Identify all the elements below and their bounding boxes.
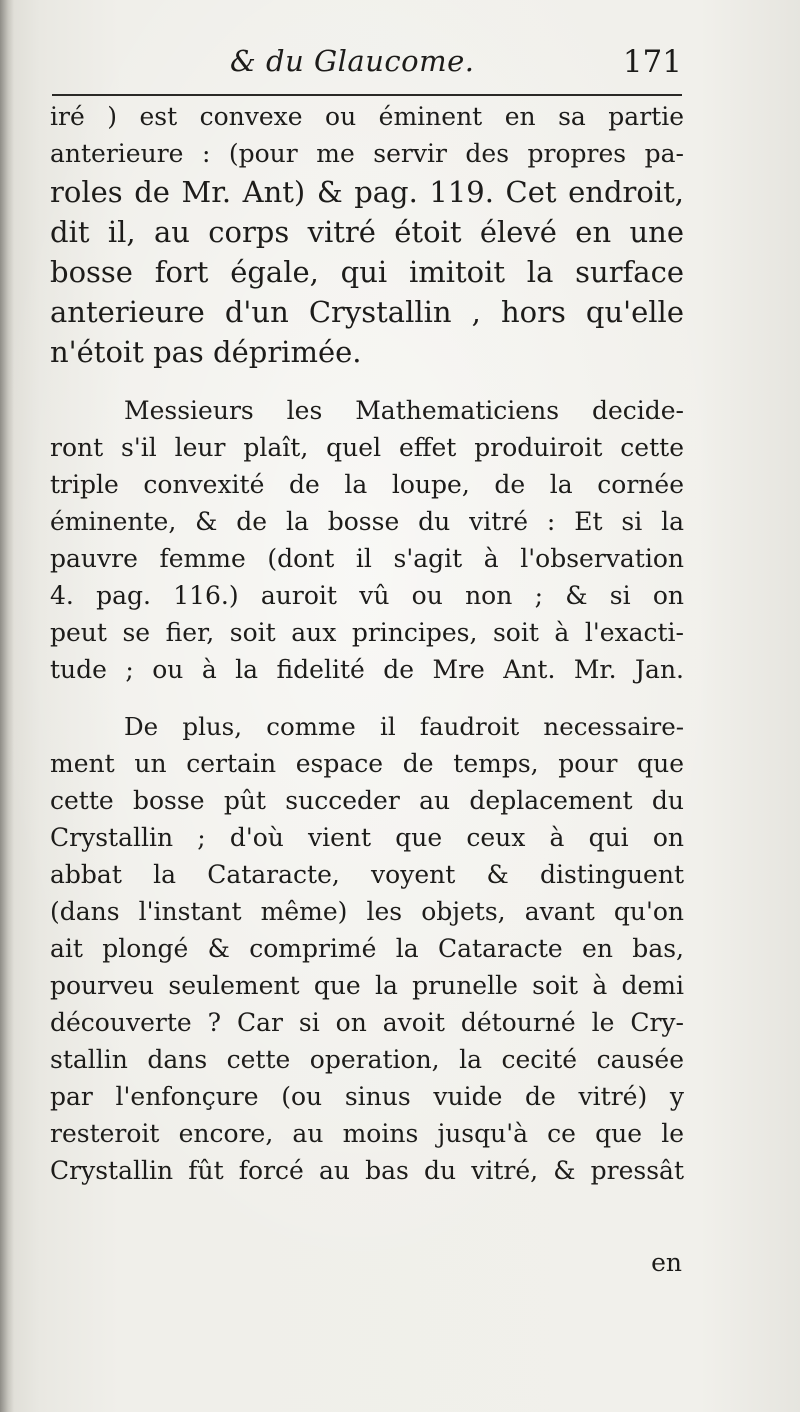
page-header <box>52 38 682 90</box>
text-line: dit il, au corps vitré étoit élevé en une <box>50 215 684 249</box>
text-line: ment un certain espace de temps, pour que <box>50 749 684 778</box>
text-line: ront s'il leur plaît, quel effet produiroit cette <box>50 433 684 462</box>
text-line: pourveu seulement que la prunelle soit à demi <box>50 971 684 1000</box>
text-line: cette bosse pût succeder au deplacement du <box>50 786 684 815</box>
text-line: (dans l'instant même) les objets, avant qu'on <box>50 897 684 926</box>
text-line: Crystallin ; d'où vient que ceux à qui on <box>50 823 684 852</box>
page-number: 171 <box>622 44 682 80</box>
text-line: stallin dans cette operation, la cecité causée <box>50 1045 684 1074</box>
text-line: Messieurs les Mathematiciens decide- <box>124 396 684 425</box>
text-line: ait plongé & comprimé la Cataracte en bas, <box>50 934 684 963</box>
text-line: anterieure : (pour me servir des propres pa- <box>50 139 684 168</box>
text-line: éminente, & de la bosse du vitré : Et si la <box>50 507 684 536</box>
text-line: n'étoit pas déprimée. <box>50 335 362 369</box>
text-line: pauvre femme (dont il s'agit à l'observation <box>50 544 684 573</box>
text-line: abbat la Cataracte, voyent & distinguent <box>50 860 684 889</box>
page-gutter-shadow <box>0 0 14 1412</box>
text-line: Crystallin fût forcé au bas du vitré, & pressât <box>50 1156 684 1185</box>
text-line: par l'enfonçure (ou sinus vuide de vitré) y <box>50 1082 684 1111</box>
text-line: tude ; ou à la fidelité de Mre Ant. Mr. Jan. <box>50 655 684 684</box>
catchword: en <box>651 1248 682 1277</box>
paragraph-gap <box>50 372 684 392</box>
header-rule <box>52 94 682 96</box>
running-head: & du Glaucome. <box>230 44 475 78</box>
text-line: anterieure d'un Crystallin , hors qu'elle <box>50 295 684 329</box>
text-line: peut se fier, soit aux principes, soit à l'exacti- <box>50 618 684 647</box>
paragraph-gap <box>50 688 684 708</box>
body-text <box>50 98 684 1189</box>
text-line: triple convexité de la loupe, de la cornée <box>50 470 684 499</box>
text-line: bosse fort égale, qui imitoit la surface <box>50 255 684 289</box>
text-line: De plus, comme il faudroit necessaire- <box>124 712 684 741</box>
text-line: 4. pag. 116.) auroit vû ou non ; & si on <box>50 581 684 610</box>
text-line: roles de Mr. Ant) & pag. 119. Cet endroit, <box>50 175 684 209</box>
text-line: iré ) est convexe ou éminent en sa partie <box>50 102 684 131</box>
text-line: découverte ? Car si on avoit détourné le Cry- <box>50 1008 684 1037</box>
text-line: resteroit encore, au moins jusqu'à ce que le <box>50 1119 684 1148</box>
